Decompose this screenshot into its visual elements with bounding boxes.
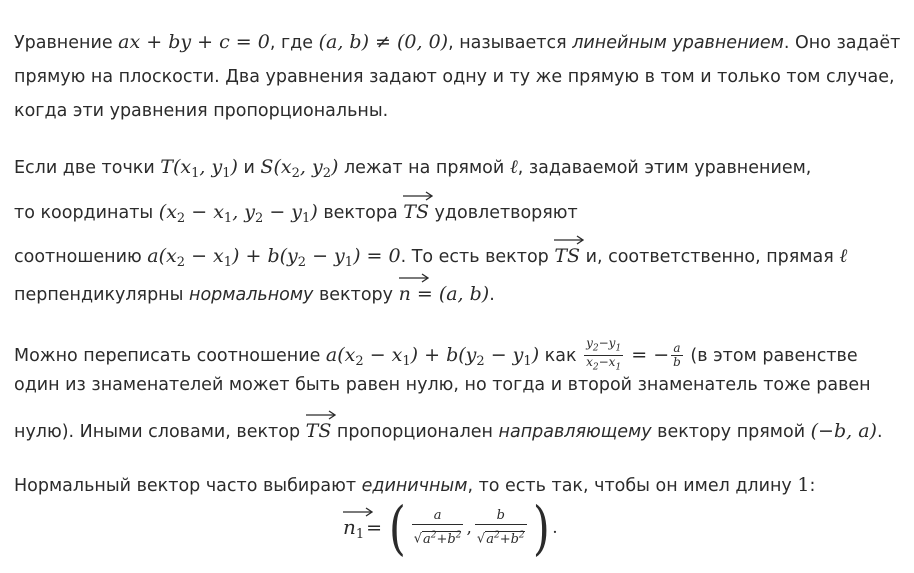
vector-TS: TS: [554, 243, 580, 269]
text: :: [809, 476, 816, 496]
text: вектору: [313, 285, 399, 305]
text: удовлетворяют: [428, 203, 578, 223]
normal-vector: (a, b): [438, 283, 490, 305]
fraction-b: b $√a^2+b^2$: [476, 508, 525, 547]
text: как: [539, 345, 583, 366]
fraction-a-over-b: $\frac{a}{b}$: [673, 341, 681, 370]
text: Если две точки: [14, 158, 161, 178]
p2-line2: [14, 199, 578, 232]
p3-line2: один из знаменателей может быть равен нулю, но тогда и второй знаменатель тоже равен: [14, 375, 871, 395]
fraction-a: a $√a^2+b^2$: [413, 508, 462, 547]
text: то координаты: [14, 203, 159, 223]
text: перпендикулярны: [14, 285, 190, 305]
p1-line2: прямую на плоскости. Два уравнения задают одну и ту же прямую в том и только том случае,: [14, 67, 895, 87]
emphasis-term: направляющему: [498, 422, 652, 442]
text: вектору прямой: [651, 422, 811, 442]
p1-line3: когда эти уравнения пропорциональны.: [14, 101, 389, 121]
text: .: [876, 422, 883, 442]
line-symbol: ℓ: [509, 156, 518, 178]
p2-line1: Если две точки $T(x_1$, $y_1$) и $S(x_2$, $y_2$) лежат на прямой ℓ, задаваемой этим уравнением,: [14, 156, 812, 181]
fraction-y-over-x: $\frac{y_2-y_1}{x_2-x_1}$: [586, 336, 622, 373]
text: нулю). Иными словами, вектор: [14, 422, 306, 442]
vector-TS: TS: [403, 199, 429, 225]
text: Уравнение: [14, 33, 119, 53]
p2-line4: [14, 281, 495, 308]
length-value: 1: [797, 474, 810, 496]
text: . Оно задаёт: [783, 33, 901, 53]
text: пропорционален: [331, 422, 499, 442]
emphasis-term: единичным: [361, 476, 468, 496]
vector-n1: $n_1$: [343, 515, 364, 542]
text: Нормальный вектор часто выбирают: [14, 476, 362, 496]
text: , то есть так, чтобы он имел длину: [467, 476, 798, 496]
text: лежат на прямой: [338, 158, 510, 178]
emphasis-term: линейным уравнением: [572, 33, 784, 53]
p3-line3: [14, 418, 883, 445]
condition: (a, b) ≠ (0, 0): [318, 31, 449, 53]
text: , называется: [448, 33, 573, 53]
p2-line3: [14, 243, 847, 276]
text: соотношению: [14, 247, 148, 267]
unit-normal-formula: $n_1$ = ( a $√a^2+b^2$ , b $√a^2+b^2$ ) .: [343, 494, 558, 562]
p4-line1: [14, 472, 815, 499]
text: , задаваемой этим уравнением,: [517, 158, 812, 178]
point-S: $S(x_2$, $y_2$): [260, 156, 339, 181]
point-T: $T(x_1$, $y_1$): [160, 156, 238, 181]
equals: =: [410, 283, 439, 305]
text: . То есть вектор: [400, 247, 555, 267]
coords: ($x_2 - x_1$, $y_2 - y_1$): [158, 201, 318, 226]
relation: $a(x_2 - x_1) + b(y_2 - y_1) = 0$: [147, 245, 401, 270]
text: и, соответственно, прямая: [580, 247, 840, 267]
line-symbol: ℓ: [839, 245, 848, 267]
text: (в этом равенстве: [684, 345, 858, 366]
p3-line1: Можно переписать соотношение $a(x_2 - x_1) + b(y_2 - y_1)$ как $\frac{y_2-y_1}{x_2-x_1}$ = − $\frac{a}{b}$ (в этом равенстве: [14, 336, 858, 373]
text: вектора: [317, 203, 404, 223]
vector-TS: TS: [306, 418, 332, 444]
equation: ax + by + c = 0: [118, 31, 270, 53]
p1-line1: [14, 29, 900, 56]
text: .: [489, 285, 495, 305]
direction-vector: (−b, a): [810, 420, 877, 442]
text: Можно переписать соотношение: [14, 345, 326, 366]
relation: $a(x_2 - x_1) + b(y_2 - y_1)$: [325, 343, 540, 369]
emphasis-term: нормальному: [189, 285, 314, 305]
vector-n: n: [399, 281, 411, 307]
text: , где: [269, 33, 319, 53]
